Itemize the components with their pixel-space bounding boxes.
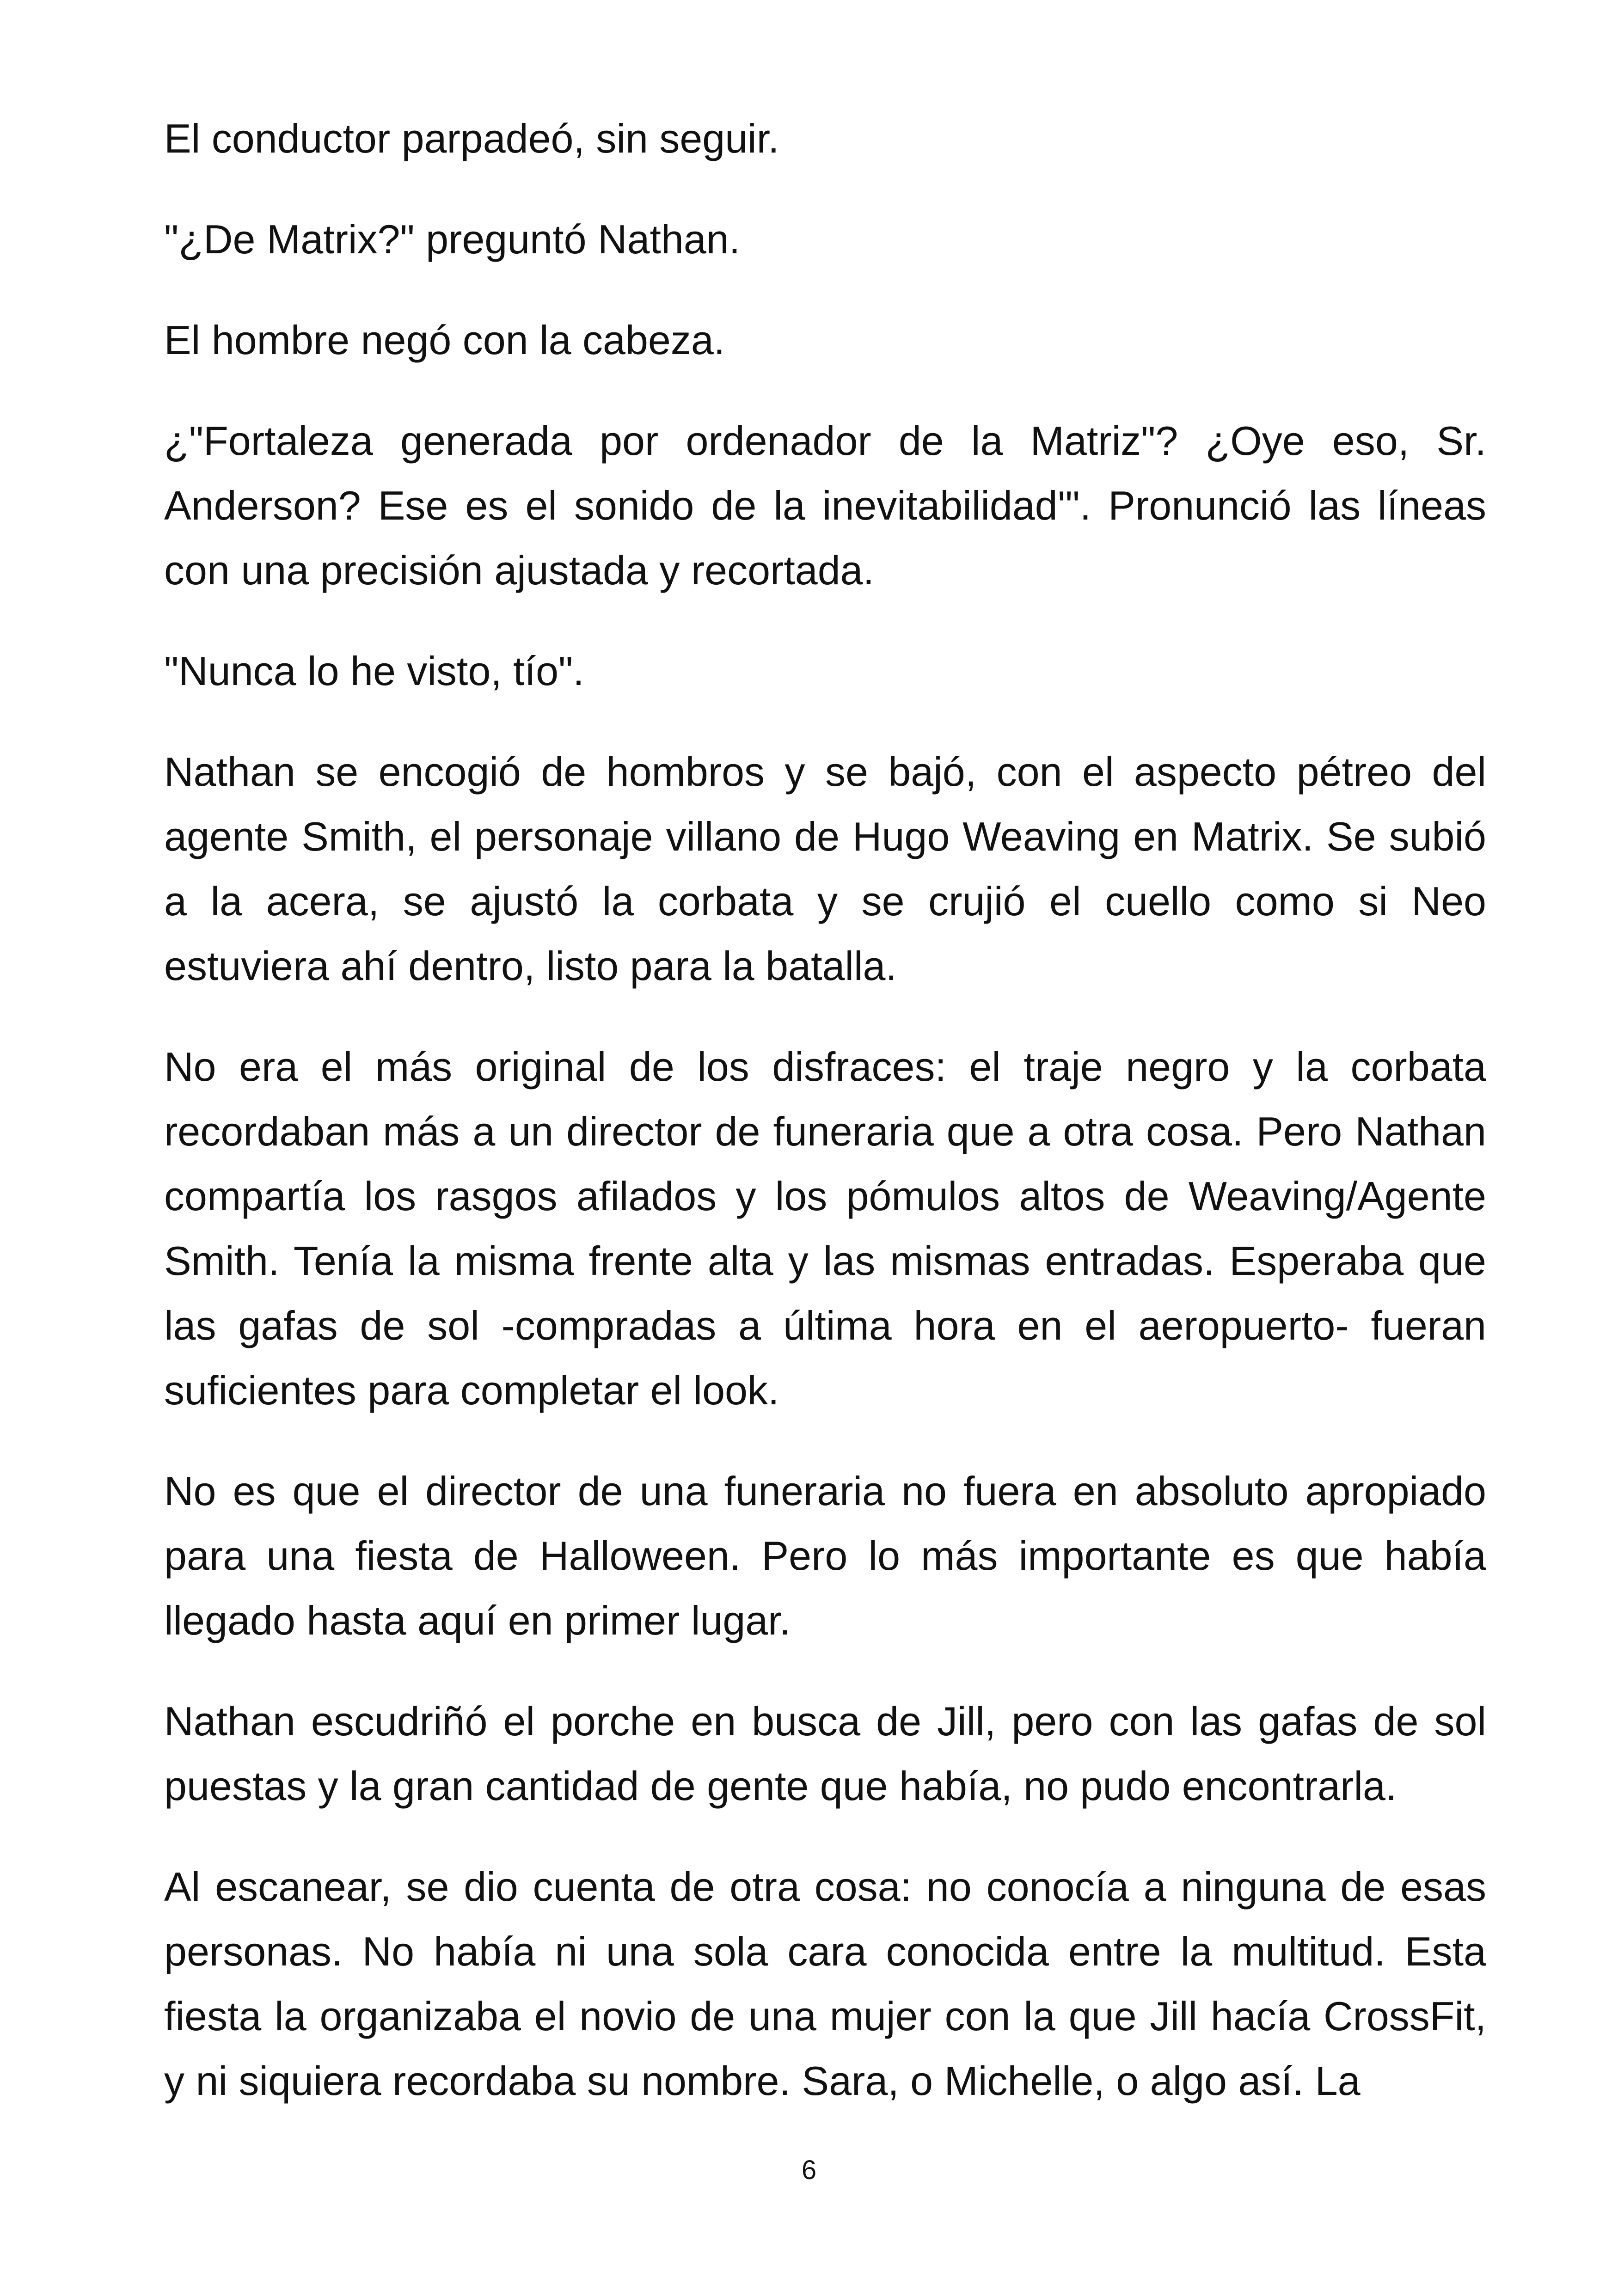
body-text — [164, 106, 1486, 2149]
paragraph-6: Nathan se encogió de hombros y se bajó, con el aspecto pétreo del agente Smith, el personaje villano de Hugo Weaving en Matrix. Se subió a la acera, se ajustó la corbata y se crujió el cuello como si Neo estuviera ahí dentro, listo para la batalla. — [164, 749, 1486, 989]
paragraph-4: ¿"Fortaleza generada por ordenador de la Matriz"? ¿Oye eso, Sr. Anderson? Ese es el sonido de la inevitabilidad'". Pronunció las líneas con una precisión ajustada y recortada. — [164, 418, 1486, 593]
page-number: 6 — [801, 2155, 817, 2185]
paragraph-1: El conductor parpadeó, sin seguir. — [164, 116, 779, 161]
paragraph-7: No era el más original de los disfraces: el traje negro y la corbata recordaban más a un director de funeraria que a otra cosa. Pero Nathan compartía los rasgos afilados y los pómulos altos de Weaving/Agente Smith. Tenía la misma frente alta y las mismas entradas. Esperaba que las gafas de sol -compradas a última hora en el aeropuerto- fueran suficientes para completar el look. — [164, 1044, 1486, 1413]
paragraph-9: Nathan escudriñó el porche en busca de Jill, pero con las gafas de sol puestas y la gran cantidad de gente que había, no pudo encontrarla. — [164, 1698, 1486, 1809]
paragraph-8: No es que el director de una funeraria no fuera en absoluto apropiado para una fiesta de Halloween. Pero lo más importante es que había llegado hasta aquí en primer lugar. — [164, 1468, 1486, 1643]
paragraph-3: El hombre negó con la cabeza. — [164, 317, 725, 363]
paragraph-5: "Nunca lo he visto, tío". — [164, 648, 584, 694]
paragraph-10: Al escanear, se dio cuenta de otra cosa: no conocía a ninguna de esas personas. No había ni una sola cara conocida entre la multitud. Esta fiesta la organizaba el novio de una mujer con la que Jill hacía CrossFit, y ni siquiera recordaba su nombre. Sara, o Michelle, o algo así. La — [164, 1864, 1486, 2104]
paragraph-2: "¿De Matrix?" preguntó Nathan. — [164, 216, 741, 262]
